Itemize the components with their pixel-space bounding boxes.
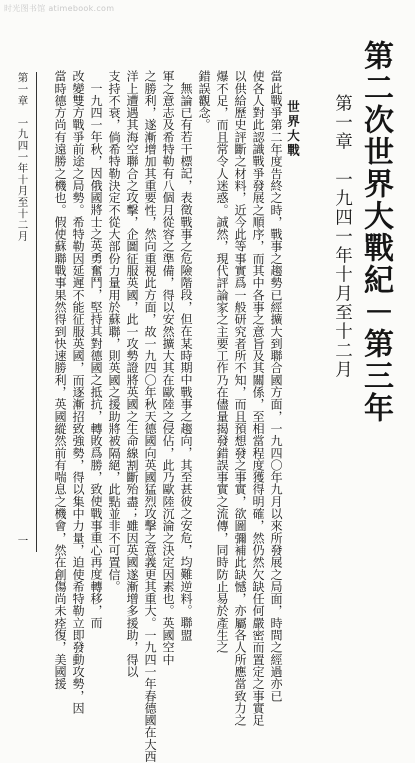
body-column: 當時德方尚有遠勝之機也。假使蘇聯戰事果然得到快速勝利，英國縱然前有喘息之機會，然在創傷尚未痊復，美國援 xyxy=(53,70,68,690)
body-column: 一九四一年秋，因俄國將士之英勇奮鬥，堅持其對德國之抵抗，轉敗爲勝，致使戰事重心再度轉移，而 xyxy=(89,82,104,629)
body-column: 改變雙方戰爭前途之局勢。希特勒因延遲不能征服英國，而逐漸招致強勢，得以集中力量，迫使希特勒立即發動攻勢，因 xyxy=(71,70,86,714)
body-column: 軍之意志及希特勒有八個月從容之準備，得以安然擴大其在歐陸之侵佔，此乃歐陸沉淪之決定因素也。英國空中 xyxy=(161,70,176,666)
watermark: 时光图书馆 atimebook.com xyxy=(4,4,115,13)
section-title: 世界大戰 xyxy=(285,100,301,158)
body-column: 洋上遭遇其海空聯合之攻擊，企圖征服英國，此一攻勢證將英國之生命線割斷殆盡；雖因英國遂漸增多援助，得以 xyxy=(125,70,140,678)
body-column: 支持不衰，倘希特勒決定不從大部份力量用於蘇聯，則英國之援助將被隔絕，此點並非不可置信。 xyxy=(107,70,122,593)
running-footer: 第一章 一九四一年十月至十二月 xyxy=(16,72,29,242)
body-column: 錯誤觀念。 xyxy=(197,70,212,131)
chapter-heading: 第一章 一九四一年十月至十二月 xyxy=(332,94,353,379)
body-column: 爆不足，而且常令人迷惑。誠然，現代評論家之主要工作乃在儘量揭發錯誤事實之流傳，同時防止易於產生之 xyxy=(215,70,230,654)
body-column: 無論已有若干標記，表徵戰事之危險階段，但在某時期中戰事之趨向，其至甚彼之安危，均難逆料。聯盟 xyxy=(179,82,194,641)
body-column: 之勝利，遂漸增加其重要性，然向重視此方面，故一九四〇年秋天德國向英國猛烈攻擊之意義更其重大。一九四一年春德國在大西 xyxy=(143,70,158,763)
body-column: 使各人對此認識戰爭發展之順序，而其中各事之意旨及其關係，至相當程度獲得明確，然仍然欠缺任何嚴密而置定之事實足 xyxy=(251,70,266,727)
body-column: 當此戰爭第二年度告終之時，戰事之趨勢已經擴大到聯合國方面，一九四〇年九月以來所發展之局面，時間之經過亦已 xyxy=(269,70,284,702)
page-number: 一 xyxy=(16,535,29,547)
body-column: 以供給歷史評斷之材料，近今此等事實爲一般研究者所不知，而且預想發之事實，欲圖彌補此缺憾，亦屬各人所應當致力之 xyxy=(233,70,248,727)
footer-rule xyxy=(36,72,37,552)
book-title: 第二次世界大戰紀－第三年 xyxy=(358,40,393,424)
